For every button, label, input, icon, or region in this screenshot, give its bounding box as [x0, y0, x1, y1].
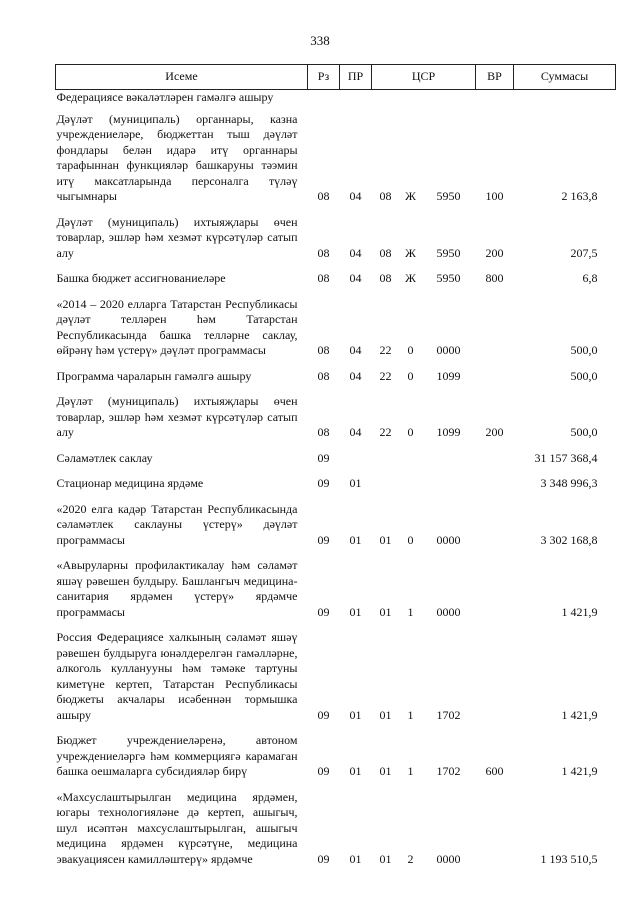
row-vr: 100 [485, 189, 504, 203]
row-pr: 04 [349, 189, 362, 203]
row-vr: 200 [485, 425, 504, 439]
row-vr [476, 90, 514, 106]
row-csr-direction [422, 470, 476, 496]
row-csr-direction: 1099 [436, 425, 461, 439]
row-vr [476, 784, 514, 872]
page-number: 338 [310, 33, 330, 48]
row-vr: 800 [485, 271, 504, 285]
row-rz: 09 [317, 851, 330, 866]
row-name: Сәламәтлек саклау [56, 450, 153, 465]
column-header-sum: Суммасы [514, 65, 616, 90]
row-csr-subprogram: Ж [405, 245, 416, 260]
row-csr-direction: 5950 [436, 245, 461, 260]
column-header-rz: Рз [308, 65, 340, 90]
row-rz: 09 [317, 764, 330, 778]
row-name: Дәүләт (муниципаль) органнары, казна учреждениеләре, бюджеттан тыш дәүләт фондлары белән идарә итү органнары тарафыннан функцияләр башкаруны тәэмин итү максатларында персоналга түләү чыгымнары [56, 111, 298, 203]
row-name: «2014 – 2020 елларга Татарстан Республикасы дәүләт телләрен һәм Татарстан Республикасында башка телләрне саклау, өйрәнү һәм үстерү» дәүләт программасы [56, 296, 298, 357]
row-csr-direction: 0000 [436, 532, 461, 547]
row-rz: 09 [317, 476, 330, 490]
row-sum: 3 302 168,8 [540, 532, 598, 547]
row-pr: 01 [349, 476, 362, 490]
row-pr: 01 [349, 764, 362, 778]
row-rz [308, 90, 340, 106]
row-pr: 01 [349, 707, 362, 722]
row-csr-program: 22 [379, 368, 392, 383]
row-name: Бюджет учреждениеләренә, автоном учреждениеләргә һәм коммерциягә карамаган башка оешмаларга субсидияләр бирү [56, 733, 298, 778]
row-csr-program [372, 90, 400, 106]
table-row [56, 106, 616, 209]
row-name: Программа чараларын гамәлгә ашыру [56, 368, 252, 383]
row-sum: 1 421,9 [561, 707, 598, 722]
column-header-vr: ВР [476, 65, 514, 90]
column-header-pr: ПР [340, 65, 372, 90]
row-csr-subprogram [400, 90, 422, 106]
row-vr [476, 291, 514, 363]
row-pr: 01 [349, 604, 362, 619]
row-csr-program: 01 [379, 707, 392, 722]
row-vr [476, 496, 514, 553]
row-name: Башка бюджет ассигнованиеләре [56, 271, 226, 285]
row-csr-direction: 1702 [436, 707, 461, 722]
row-csr-program [372, 445, 400, 471]
row-sum: 207,5 [570, 245, 598, 260]
row-csr-program: 01 [379, 604, 392, 619]
row-name: «Махсуслаштырылган медицина ярдәмен, югары технологияләне дә кертеп, ашыгыч, шул исәптән махсуслаштырылган, ашыгыч медицина ярдәмен күрсәтүне, медицина эвакуациясен камилләштерү» ярдәмче [56, 789, 298, 866]
row-pr: 01 [349, 532, 362, 547]
table-header-row [56, 65, 616, 90]
row-sum: 6,8 [582, 271, 598, 285]
row-rz: 08 [317, 271, 330, 285]
row-csr-program: 22 [379, 425, 392, 439]
row-name: «2020 елга кадәр Татарстан Республикасында сәламәтлек саклауны үстерү» дәүләт программасы [56, 501, 298, 547]
row-rz: 08 [317, 245, 330, 260]
row-csr-direction: 5950 [436, 271, 461, 285]
row-pr: 04 [349, 368, 362, 383]
row-csr-subprogram: 0 [407, 532, 414, 547]
row-vr [476, 624, 514, 727]
column-header-name: Исеме [56, 65, 308, 90]
row-sum: 31 157 368,4 [534, 450, 598, 465]
row-name: Стационар медицина ярдәме [56, 476, 204, 490]
table-row [56, 363, 616, 389]
row-csr-direction [422, 90, 476, 106]
row-csr-program: 08 [379, 245, 392, 260]
budget-table [55, 64, 616, 871]
row-pr [340, 90, 372, 106]
row-csr-direction: 0000 [436, 851, 461, 866]
table-row [56, 265, 616, 291]
row-sum: 1 421,9 [561, 764, 598, 778]
row-pr [340, 445, 372, 471]
row-vr [476, 363, 514, 389]
row-csr-direction: 5950 [436, 189, 461, 203]
row-csr-program: 22 [379, 343, 392, 357]
row-pr: 04 [349, 271, 362, 285]
row-name: Дәүләт (муниципаль) ихтыяҗлары өчен товарлар, эшләр һәм хезмәт күрсәтүләр сатып алу [56, 214, 298, 260]
row-rz: 09 [317, 532, 330, 547]
table-row [56, 209, 616, 266]
table-row [56, 470, 616, 496]
row-csr-subprogram: 1 [407, 604, 414, 619]
row-rz: 08 [317, 425, 330, 439]
row-vr: 600 [485, 764, 504, 778]
row-sum [514, 90, 616, 106]
row-sum: 1 421,9 [561, 604, 598, 619]
table-row [56, 496, 616, 553]
row-vr [476, 552, 514, 624]
row-rz: 09 [317, 604, 330, 619]
row-csr-subprogram: Ж [405, 271, 416, 285]
row-rz: 09 [317, 707, 330, 722]
table-row [56, 784, 616, 872]
row-csr-direction: 0000 [436, 343, 461, 357]
row-csr-program [372, 470, 400, 496]
row-csr-direction: 1099 [436, 368, 461, 383]
row-name: Дәүләт (муниципаль) ихтыяҗлары өчен товарлар, эшләр һәм хезмәт күрсәтүләр сатып алу [56, 394, 298, 439]
row-vr [476, 470, 514, 496]
row-rz: 09 [317, 450, 330, 465]
row-csr-subprogram: 2 [407, 851, 414, 866]
row-sum: 500,0 [570, 343, 598, 357]
row-csr-program: 08 [379, 189, 392, 203]
column-header-csr: ЦСР [372, 65, 476, 90]
row-pr: 01 [349, 851, 362, 866]
row-csr-program: 01 [379, 532, 392, 547]
row-csr-program: 08 [379, 271, 392, 285]
row-rz: 08 [317, 343, 330, 357]
row-csr-subprogram: 0 [407, 368, 414, 383]
row-csr-subprogram [400, 470, 422, 496]
row-pr: 04 [349, 425, 362, 439]
row-csr-direction [422, 445, 476, 471]
table-row [56, 727, 616, 784]
row-vr [476, 445, 514, 471]
table-row [56, 624, 616, 727]
row-sum: 500,0 [570, 368, 598, 383]
row-sum: 3 348 996,3 [540, 476, 598, 490]
row-csr-subprogram: Ж [405, 189, 416, 203]
row-name: Федерациясе вәкаләтләрен гамәлгә ашыру [56, 90, 274, 104]
table-row [56, 90, 616, 106]
table-row [56, 291, 616, 363]
row-sum: 2 163,8 [561, 189, 598, 203]
row-pr: 04 [349, 343, 362, 357]
row-csr-program: 01 [379, 851, 392, 866]
row-csr-subprogram: 0 [407, 425, 414, 439]
row-csr-subprogram: 0 [407, 343, 414, 357]
row-rz: 08 [317, 189, 330, 203]
row-sum: 1 193 510,5 [540, 851, 598, 866]
table-row [56, 552, 616, 624]
row-csr-program: 01 [379, 764, 392, 778]
row-csr-subprogram: 1 [407, 707, 414, 722]
row-sum: 500,0 [570, 425, 598, 439]
row-csr-subprogram: 1 [407, 764, 414, 778]
row-csr-direction: 1702 [436, 764, 461, 778]
row-name: Россия Федерациясе халкының сәламәт яшәү рәвешен булдыруга юнәлдерелгән гамәлләрне, алкоголь кулланууны һәм тәмәке тартуны киметүне кертеп, Татарстан Республикасы бюджеты акчалары исәбеннән тормышка ашыру [56, 630, 298, 722]
row-name: «Авыруларны профилактикалау һәм сәламәт яшәү рәвешен булдыру. Башлангыч медицина-санитария ярдәмен үстерү» ярдәмче программасы [56, 558, 298, 619]
table-row [56, 388, 616, 445]
row-csr-direction: 0000 [436, 604, 461, 619]
row-pr: 04 [349, 245, 362, 260]
table-row [56, 445, 616, 471]
row-vr: 200 [485, 245, 504, 260]
row-rz: 08 [317, 368, 330, 383]
row-csr-subprogram [400, 445, 422, 471]
